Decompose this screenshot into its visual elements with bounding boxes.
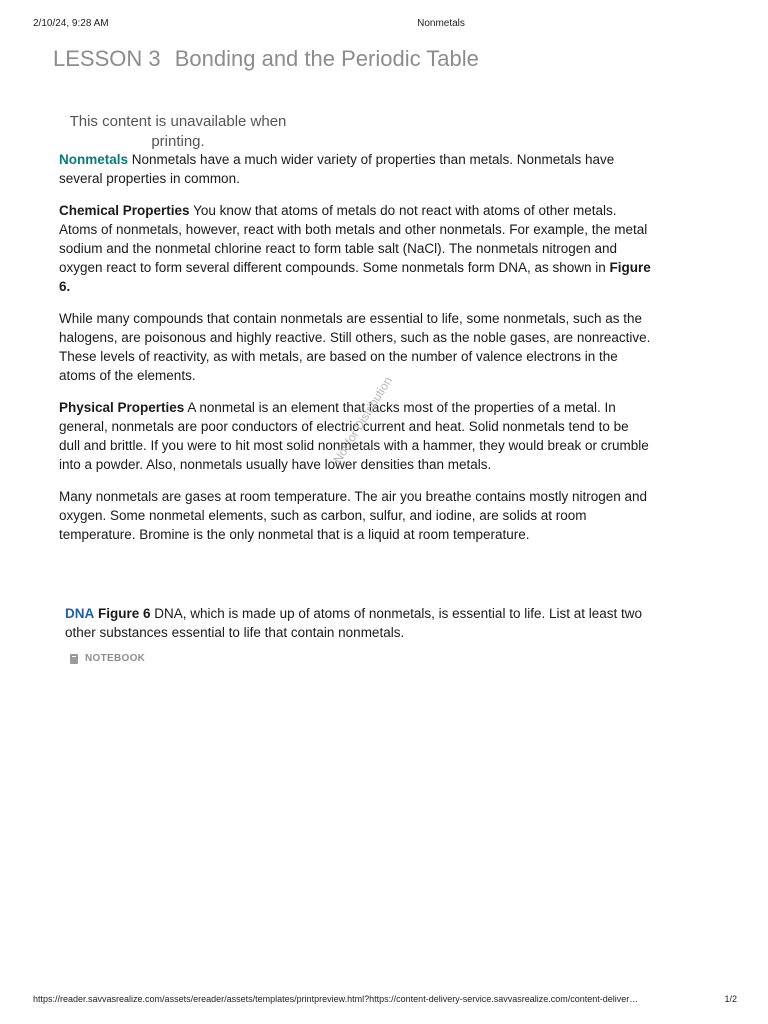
figure-caption-text: DNA, which is made up of atoms of nonmetals, is essential to life. List at least two other substances essential to life that contain nonmetals. — [65, 606, 643, 640]
nonmetals-text: Nonmetals have a much wider variety of properties than metals. Nonmetals have several properties in common. — [59, 152, 615, 186]
print-title: Nonmetals — [417, 18, 465, 29]
figure-number: Figure 6 — [98, 606, 151, 621]
nonmetals-heading: Nonmetals — [59, 152, 129, 167]
chemical-properties-text: You know that atoms of metals do not react with atoms of other metals. Atoms of nonmetals, however, react with both metals and other nonmetals. For example, the metal sodium and the nonmetal chlorine react to form table salt (NaCl). The nonmetals nitrogen and oxygen react to form several different compounds. Some nonmetals form DNA, as shown in — [59, 203, 648, 275]
page-number: 1/2 — [724, 994, 737, 1004]
physical-properties-text: A nonmetal is an element that lacks most of the properties of a metal. In general, nonmetals are poor conductors of electric current and heat. Solid nonmetals tend to be dull and brittle. If you were to hit most solid nonmetals with a hammer, they would break or crumble into a powder. Also, nonmetals usually have lower densities than metals. — [59, 400, 649, 472]
chemical-properties-heading: Chemical Properties — [59, 203, 190, 218]
chemical-properties-paragraph — [59, 201, 651, 296]
nonmetals-paragraph — [59, 150, 651, 188]
unavailable-notice: This content is unavailable when printing. — [69, 113, 287, 150]
lesson-heading — [53, 46, 479, 72]
lesson-title: Bonding and the Periodic Table — [174, 46, 479, 71]
notebook-label: NOTEBOOK — [85, 653, 146, 664]
lesson-number: LESSON 3 — [53, 46, 161, 71]
figure-caption — [65, 604, 651, 642]
figure-6-link[interactable]: Figure 6. — [59, 260, 651, 294]
gases-paragraph: Many nonmetals are gases at room temperature. The air you breathe contains mostly nitrogen and oxygen. Some nonmetal elements, such as carbon, sulfur, and iodine, are solids at room temperature. Bromine is the only nonmetal that is a liquid at room temperature. — [59, 489, 648, 542]
figure-label: DNA — [65, 606, 95, 621]
print-date: 2/10/24, 9:28 AM — [33, 18, 109, 29]
print-url: https://reader.savvasrealize.com/assets/ereader/assets/templates/printpreview.html?https://content-delivery-service.savvasrealize.com/content-deliver… — [33, 994, 639, 1004]
lesson-content — [59, 150, 651, 557]
watermark: Not for Distribution — [330, 374, 395, 466]
reactivity-paragraph: While many compounds that contain nonmetals are essential to life, some nonmetals, such as the halogens, are poisonous and highly reactive. Still others, such as the noble gases, are nonreactive. These levels of reactivity, as with metals, are based on the number of valence electrons in the atoms of the elements. — [59, 311, 651, 383]
physical-properties-heading: Physical Properties — [59, 400, 185, 415]
notebook-icon — [70, 654, 78, 664]
notebook-button[interactable] — [70, 653, 145, 664]
